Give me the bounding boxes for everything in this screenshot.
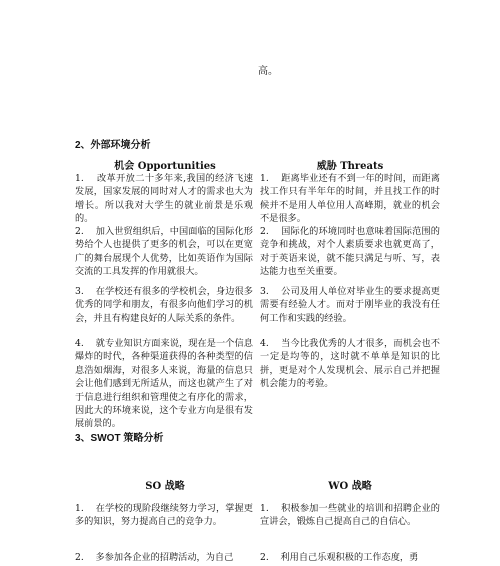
opportunity-item-2: 2. 加入世贸组织后，中国面临的国际化形势给个人也提供了更多的机会，可以在更宽广的舞台展现个人优势，比如英语作为国际交流的工具发挥的作用就很大。 xyxy=(75,226,253,278)
section-title-swot-strategy: 3、SWOT 策略分析 xyxy=(75,433,164,444)
column-heading-threats: 威胁 Threats xyxy=(316,161,384,172)
opportunity-item-1: 1. 改革开放二十多年来,我国的经济飞速发展，国家发展的同时对人才的需求也大为增长。所以我对大学生的就业前景是乐观的。 xyxy=(75,173,253,225)
so-strategy-item-1: 1. 在学校的现阶段继续努力学习，掌握更多的知识，努力提高自己的竞争力。 xyxy=(75,503,253,528)
wo-strategy-item-2: 2. 利用自己乐观积极的工作态度，勇 xyxy=(260,552,419,563)
threat-item-1: 1. 距离毕业还有不到一年的时间，而距离找工作只有半年年的时间，并且找工作的时候并不是用人单位用人高峰期，就业的机会不是很多。 xyxy=(260,173,440,225)
wo-strategy-item-1: 1. 积极参加一些就业的培训和招聘企业的宣讲会，锻炼自己提高自己的自信心。 xyxy=(260,503,440,528)
column-heading-so-strategy: SO 战略 xyxy=(145,481,185,492)
column-heading-opportunities: 机会 Opportunities xyxy=(114,161,216,172)
so-strategy-item-2: 2. 多参加各企业的招聘活动，为自己 xyxy=(75,552,234,563)
continued-text-fragment: 高。 xyxy=(258,66,278,77)
threat-item-3: 3. 公司及用人单位对毕业生的要求提高更需要有经验人才。而对于刚毕业的我没有任何工作和实践的经验。 xyxy=(260,286,440,324)
threat-item-4: 4. 当今比我优秀的人才很多，而机会也不一定是均等的，这时就不单单是知识的比拼，更是对个人发现机会、展示自己并把握机会能力的考验。 xyxy=(260,338,440,390)
threat-item-2: 2. 国际化的环境同时也意味着国际范围的竞争和挑战，对个人素质要求也就更高了，对于英语来说，就不能只满足与听、写，表达能力也至关重要。 xyxy=(260,226,440,278)
opportunity-item-4: 4. 就专业知识方面来说，现在是一个信息爆炸的时代，各种渠道获得的各种类型的信息浩如烟海，对很多人来说，海量的信息只会让他们感到无所适从，而这也就产生了对于信息进行组织和管理使之有序化的需求，因此大的环境来说，这个专业方向是很有发展前景的。 xyxy=(75,338,253,430)
column-heading-wo-strategy: WO 战略 xyxy=(328,481,372,492)
opportunity-item-3: 3. 在学校还有很多的学校机会，身边很多优秀的同学和朋友，有很多向他们学习的机会，并且有构建良好的人际关系的条件。 xyxy=(75,286,253,324)
section-title-external-environment: 2、外部环境分析 xyxy=(75,140,151,151)
